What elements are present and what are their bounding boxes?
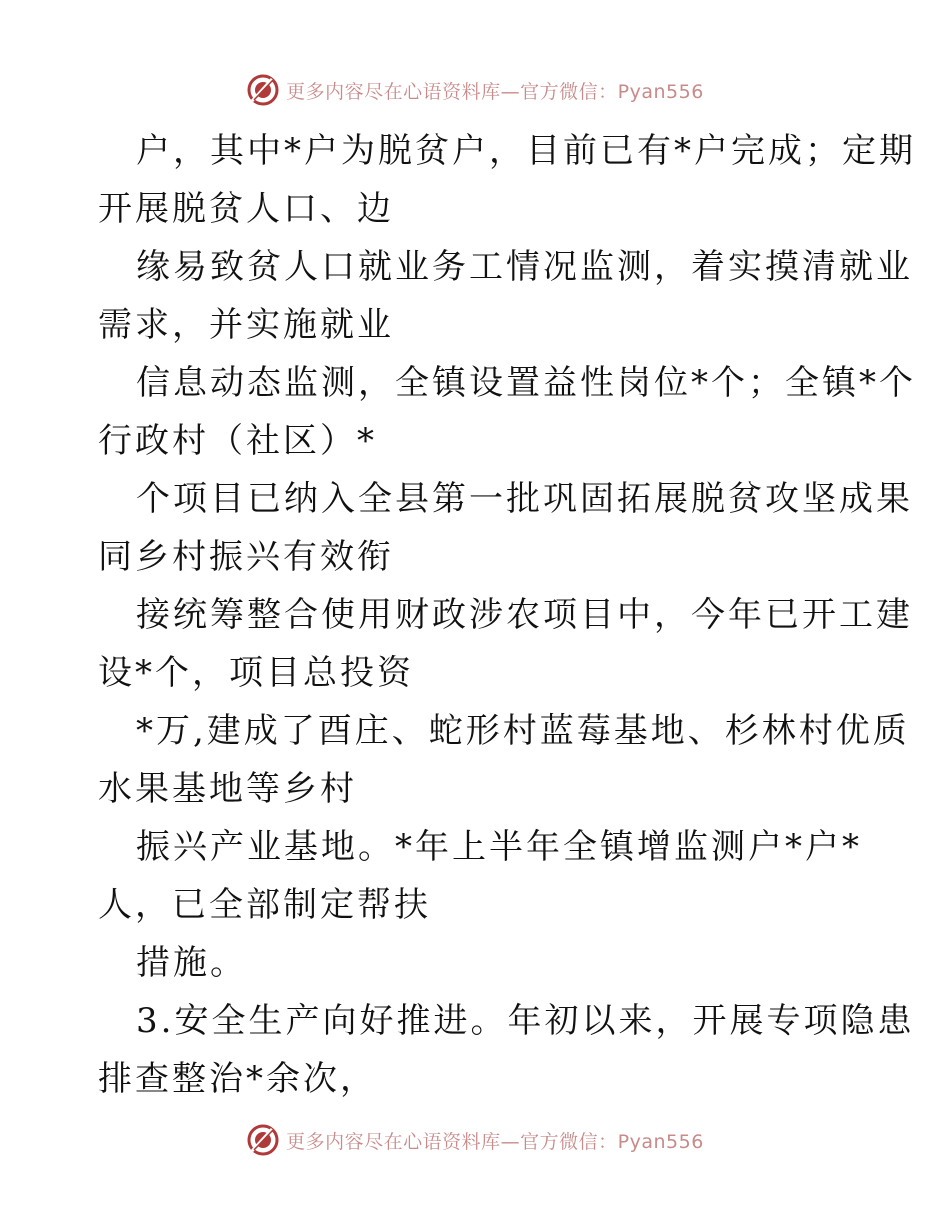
paragraph: 接统筹整合使用财政涉农项目中，今年已开工建 设*个，项目总投资 xyxy=(98,595,913,693)
footer-banner-text: 更多内容尽在心语资料库—官方微信：Pyan556 xyxy=(286,1130,704,1153)
footer-banner xyxy=(0,1120,950,1160)
header-banner-text: 更多内容尽在心语资料库—官方微信：Pyan556 xyxy=(286,80,704,103)
header-banner xyxy=(0,70,950,110)
paragraph: 信息动态监测，全镇设置益性岗位*个；全镇*个 行政村（社区）* xyxy=(98,363,916,461)
paragraph: 个项目已纳入全县第一批巩固拓展脱贫攻坚成果 同乡村振兴有效衔 xyxy=(98,479,913,577)
paragraph: 措施。 xyxy=(136,943,247,983)
quill-seal-icon xyxy=(246,73,280,107)
paragraph: 户，其中*户为脱贫户，目前已有*户完成；定期 开展脱贫人口、边 xyxy=(98,131,916,229)
paragraph: 缘易致贫人口就业务工情况监测，着实摸清就业 需求，并实施就业 xyxy=(98,247,913,345)
paragraph: 振兴产业基地。*年上半年全镇增监测户*户* 人，已全部制定帮扶 xyxy=(98,827,862,925)
document-body xyxy=(98,122,916,1108)
paragraph: *万,建成了酉庄、蛇形村蓝莓基地、杉林村优质 水果基地等乡村 xyxy=(98,711,910,809)
paragraph: 3.安全生产向好推进。年初以来，开展专项隐患 排查整治*余次， xyxy=(98,1001,915,1099)
quill-seal-icon xyxy=(246,1123,280,1157)
